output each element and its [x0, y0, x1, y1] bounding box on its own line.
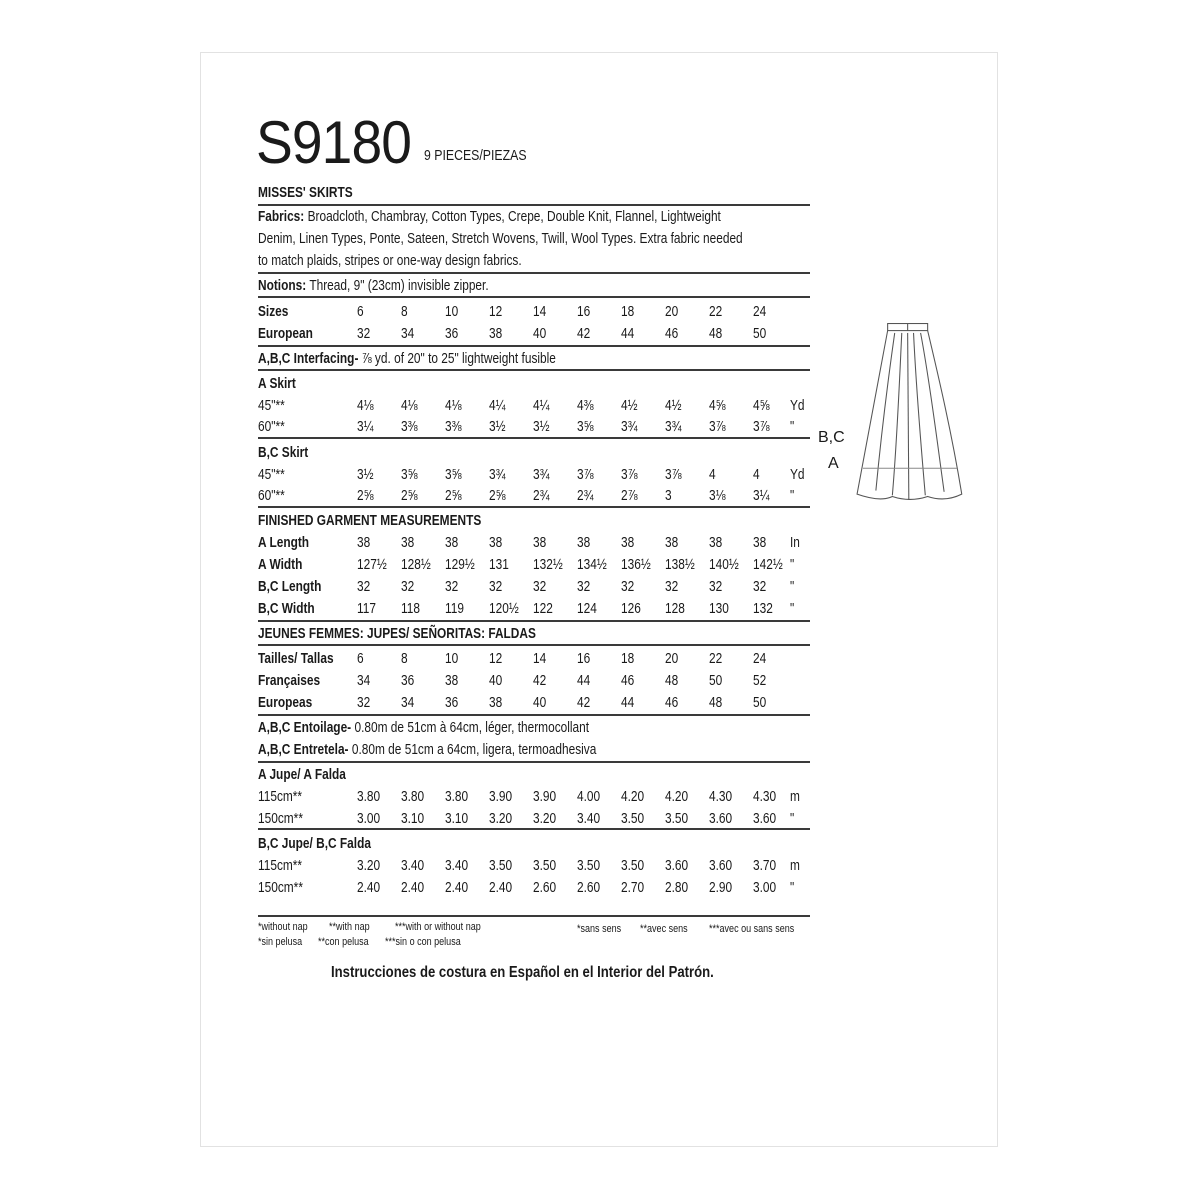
table-cell: 44	[577, 673, 591, 689]
entoilage-text: 0.80m de 51cm à 64cm, léger, thermocollant	[354, 720, 590, 736]
row-label: 150cm**	[258, 811, 303, 827]
skirt-illustration	[810, 300, 1010, 500]
table-cell: 42	[533, 673, 547, 689]
table-cell: 3.00	[357, 811, 381, 827]
row-label: 115cm**	[258, 789, 303, 805]
unit-label: Yd	[790, 467, 805, 483]
unit-label: m	[790, 858, 800, 874]
table-cell: 14	[533, 651, 547, 667]
table-cell: 18	[621, 651, 635, 667]
divider	[258, 296, 810, 298]
table-cell: 32	[577, 579, 591, 595]
table-cell: 4.00	[577, 789, 601, 805]
fabrics-line-2: Denim, Linen Types, Ponte, Sateen, Stretch Wovens, Twill, Wool Types. Extra fabric needed	[258, 231, 743, 247]
footnote-fr-1: *sans sens	[577, 923, 622, 935]
table-cell: 126	[621, 601, 641, 617]
table-cell: 44	[621, 326, 635, 342]
table-cell: 3.60	[709, 811, 733, 827]
table-cell: 22	[709, 651, 723, 667]
unit-label: m	[790, 789, 800, 805]
unit-label: In	[790, 535, 800, 551]
table-cell: 32	[445, 579, 459, 595]
table-cell: 142½	[753, 557, 783, 573]
table-cell: 2.90	[709, 880, 733, 896]
table-cell: 3⅞	[709, 419, 726, 435]
table-cell: 6	[357, 651, 364, 667]
entoilage-line	[258, 719, 589, 737]
row-label: Tailles/ Tallas	[258, 651, 334, 667]
row-label: Françaises	[258, 673, 321, 689]
table-cell: 2⅝	[489, 488, 506, 504]
table-cell: 10	[445, 304, 459, 320]
table-cell: 32	[665, 579, 679, 595]
table-cell: 4.20	[665, 789, 689, 805]
table-cell: 36	[445, 695, 459, 711]
divider	[258, 915, 810, 917]
garment-title: MISSES' SKIRTS	[258, 185, 353, 201]
table-cell: 6	[357, 304, 364, 320]
table-cell: 38	[445, 673, 459, 689]
table-cell: 50	[753, 326, 767, 342]
table-cell: 4.20	[621, 789, 645, 805]
divider	[258, 369, 810, 371]
table-cell: 20	[665, 651, 679, 667]
table-cell: 4⅝	[709, 398, 726, 414]
notions-label: Notions:	[258, 278, 307, 294]
unit-label: "	[790, 880, 795, 896]
table-cell: 3.60	[665, 858, 689, 874]
table-cell: 3.40	[401, 858, 425, 874]
table-cell: 2.40	[401, 880, 425, 896]
row-label: A Width	[258, 557, 303, 573]
table-cell: 14	[533, 304, 547, 320]
table-cell: 129½	[445, 557, 475, 573]
table-cell: 3.20	[357, 858, 381, 874]
divider	[258, 828, 810, 830]
fabrics-line-3: to match plaids, stripes or one-way design fabrics.	[258, 253, 522, 269]
table-cell: 3.50	[577, 858, 601, 874]
table-cell: 3.80	[401, 789, 425, 805]
divider	[258, 345, 810, 347]
table-cell: 3	[665, 488, 672, 504]
table-cell: 38	[577, 535, 591, 551]
table-cell: 42	[577, 326, 591, 342]
footnote-es-3: ***sin o con pelusa	[385, 936, 461, 948]
table-cell: 3.20	[489, 811, 513, 827]
row-label: A Length	[258, 535, 310, 551]
table-cell: 2.60	[577, 880, 601, 896]
table-cell: 128	[665, 601, 685, 617]
table-cell: 32	[401, 579, 415, 595]
table-cell: 119	[445, 601, 464, 617]
table-cell: 34	[401, 695, 415, 711]
table-cell: 3.60	[709, 858, 733, 874]
table-cell: 38	[357, 535, 371, 551]
table-cell: 3.90	[533, 789, 557, 805]
table-cell: 3.10	[401, 811, 425, 827]
pieces-count: 9 PIECES/PIEZAS	[424, 147, 527, 164]
divider	[258, 761, 810, 763]
a-skirt-title: A Skirt	[258, 376, 296, 392]
table-cell: 48	[709, 695, 723, 711]
table-cell: 132	[753, 601, 773, 617]
table-cell: 2⅞	[621, 488, 638, 504]
table-cell: 48	[709, 326, 723, 342]
table-cell: 3¾	[665, 419, 682, 435]
table-cell: 48	[665, 673, 679, 689]
divider	[258, 437, 810, 439]
table-cell: 3⅞	[621, 467, 638, 483]
table-cell: 42	[577, 695, 591, 711]
table-cell: 38	[401, 535, 415, 551]
table-cell: 134½	[577, 557, 607, 573]
table-cell: 4⅜	[577, 398, 594, 414]
table-cell: 122	[533, 601, 553, 617]
table-cell: 16	[577, 304, 591, 320]
divider	[258, 506, 810, 508]
table-cell: 24	[753, 651, 767, 667]
table-cell: 117	[357, 601, 376, 617]
footnote-en-2: **with nap	[329, 921, 370, 933]
table-cell: 140½	[709, 557, 739, 573]
table-cell: 3.60	[753, 811, 777, 827]
row-label: 45"**	[258, 398, 285, 414]
table-cell: 38	[489, 535, 503, 551]
table-cell: 4⅛	[357, 398, 374, 414]
table-cell: 32	[357, 579, 371, 595]
table-cell: 2⅝	[357, 488, 374, 504]
footnote-en-1: *without nap	[258, 921, 308, 933]
table-cell: 44	[621, 695, 635, 711]
fabrics-line-1	[258, 208, 721, 226]
divider	[258, 272, 810, 274]
table-cell: 32	[357, 695, 371, 711]
table-cell: 32	[753, 579, 767, 595]
table-cell: 40	[533, 326, 547, 342]
table-cell: 2⅝	[401, 488, 418, 504]
table-cell: 34	[401, 326, 415, 342]
table-cell: 32	[621, 579, 635, 595]
entretela-line	[258, 741, 596, 759]
table-cell: 24	[753, 304, 767, 320]
row-label: B,C Width	[258, 601, 315, 617]
interfacing-line	[258, 350, 556, 368]
table-cell: 2.40	[445, 880, 469, 896]
footnote-fr-3: ***avec ou sans sens	[709, 923, 795, 935]
table-cell: 124	[577, 601, 597, 617]
row-label: 115cm**	[258, 858, 303, 874]
table-cell: 12	[489, 651, 503, 667]
view-label-bc: B,C	[818, 429, 845, 446]
footnote-es-1: *sin pelusa	[258, 936, 303, 948]
table-cell: 3⅝	[577, 419, 594, 435]
table-cell: 118	[401, 601, 420, 617]
table-cell: 46	[665, 326, 679, 342]
table-cell: 4½	[665, 398, 682, 414]
table-cell: 3.40	[577, 811, 601, 827]
bc-jupe-title: B,C Jupe/ B,C Falda	[258, 836, 371, 852]
table-cell: 22	[709, 304, 723, 320]
divider	[258, 204, 810, 206]
table-cell: 4½	[621, 398, 638, 414]
row-label: 60"**	[258, 419, 285, 435]
table-cell: 120½	[489, 601, 519, 617]
table-cell: 3½	[357, 467, 374, 483]
finished-measurements-title: FINISHED GARMENT MEASUREMENTS	[258, 513, 482, 529]
table-cell: 4¼	[533, 398, 550, 414]
row-label: B,C Length	[258, 579, 322, 595]
table-cell: 34	[357, 673, 371, 689]
table-cell: 3.20	[533, 811, 557, 827]
divider	[258, 644, 810, 646]
table-cell: 4¼	[489, 398, 506, 414]
table-cell: 8	[401, 651, 408, 667]
table-cell: 2.40	[489, 880, 513, 896]
table-cell: 32	[357, 326, 371, 342]
entretela-label: A,B,C Entretela-	[258, 742, 349, 758]
table-cell: 36	[401, 673, 415, 689]
table-cell: 136½	[621, 557, 651, 573]
table-cell: 3.70	[753, 858, 777, 874]
unit-label: "	[790, 419, 795, 435]
bc-skirt-title: B,C Skirt	[258, 445, 309, 461]
table-cell: 130	[709, 601, 729, 617]
unit-label: "	[790, 811, 795, 827]
table-cell: 3.00	[753, 880, 777, 896]
table-cell: 50	[753, 695, 767, 711]
table-cell: 3⅛	[709, 488, 726, 504]
row-label: 150cm**	[258, 880, 303, 896]
table-cell: 2.70	[621, 880, 645, 896]
table-cell: 50	[709, 673, 723, 689]
view-label-a: A	[828, 455, 839, 472]
table-cell: 3.50	[489, 858, 513, 874]
table-cell: 46	[665, 695, 679, 711]
table-cell: 4	[709, 467, 716, 483]
table-cell: 4.30	[753, 789, 777, 805]
table-cell: 3½	[489, 419, 506, 435]
fabrics-label: Fabrics:	[258, 209, 305, 225]
table-cell: 2¾	[577, 488, 594, 504]
table-cell: 40	[533, 695, 547, 711]
unit-label: Yd	[790, 398, 805, 414]
table-cell: 128½	[401, 557, 431, 573]
table-cell: 138½	[665, 557, 695, 573]
table-cell: 4⅛	[401, 398, 418, 414]
spanish-instructions-note: Instrucciones de costura en Español en el Interior del Patrón.	[331, 964, 714, 981]
row-label: 45"**	[258, 467, 285, 483]
table-cell: 3.80	[357, 789, 381, 805]
table-cell: 46	[621, 673, 635, 689]
notions-text: Thread, 9" (23cm) invisible zipper.	[309, 278, 489, 294]
table-cell: 4⅝	[753, 398, 770, 414]
table-cell: 3⅝	[401, 467, 418, 483]
table-cell: 38	[621, 535, 635, 551]
row-label: Europeas	[258, 695, 313, 711]
notions-line	[258, 277, 489, 295]
pattern-number: S9180	[256, 109, 412, 176]
table-cell: 3⅞	[577, 467, 594, 483]
table-cell: 32	[489, 579, 503, 595]
table-cell: 3¼	[753, 488, 770, 504]
table-cell: 3¾	[489, 467, 506, 483]
table-cell: 38	[753, 535, 767, 551]
table-cell: 32	[533, 579, 547, 595]
table-cell: 3.50	[621, 858, 645, 874]
table-cell: 3.50	[621, 811, 645, 827]
unit-label: "	[790, 557, 795, 573]
table-cell: 12	[489, 304, 503, 320]
table-cell: 38	[445, 535, 459, 551]
unit-label: "	[790, 488, 795, 504]
table-cell: 3.80	[445, 789, 469, 805]
entoilage-label: A,B,C Entoilage-	[258, 720, 352, 736]
divider	[258, 714, 810, 716]
unit-label: "	[790, 601, 795, 617]
table-cell: 132½	[533, 557, 563, 573]
table-cell: 127½	[357, 557, 387, 573]
table-cell: 52	[753, 673, 767, 689]
row-label: European	[258, 326, 313, 342]
table-cell: 10	[445, 651, 459, 667]
table-cell: 3.50	[665, 811, 689, 827]
table-cell: 2.60	[533, 880, 557, 896]
row-label: Sizes	[258, 304, 289, 320]
table-cell: 3¾	[621, 419, 638, 435]
table-cell: 8	[401, 304, 408, 320]
table-cell: 40	[489, 673, 503, 689]
table-cell: 131	[489, 557, 509, 573]
table-cell: 20	[665, 304, 679, 320]
table-cell: 36	[445, 326, 459, 342]
table-cell: 4	[753, 467, 760, 483]
table-cell: 3½	[533, 419, 550, 435]
fr-es-title: JEUNES FEMMES: JUPES/ SEÑORITAS: FALDAS	[258, 626, 536, 642]
footnote-es-2: **con pelusa	[318, 936, 369, 948]
table-cell: 3⅜	[401, 419, 418, 435]
fabrics-text: Broadcloth, Chambray, Cotton Types, Crepe, Double Knit, Flannel, Lightweight	[307, 209, 721, 225]
table-cell: 3⅞	[753, 419, 770, 435]
footnote-en-3: ***with or without nap	[395, 921, 481, 933]
table-cell: 2¾	[533, 488, 550, 504]
entretela-text: 0.80m de 51cm a 64cm, ligera, termoadhesiva	[351, 742, 597, 758]
table-cell: 3.90	[489, 789, 513, 805]
table-cell: 3⅞	[665, 467, 682, 483]
a-jupe-title: A Jupe/ A Falda	[258, 767, 346, 783]
table-cell: 38	[709, 535, 723, 551]
table-cell: 3.40	[445, 858, 469, 874]
interfacing-label: A,B,C Interfacing-	[258, 351, 359, 367]
table-cell: 38	[665, 535, 679, 551]
table-cell: 38	[533, 535, 547, 551]
table-cell: 32	[709, 579, 723, 595]
unit-label: "	[790, 579, 795, 595]
table-cell: 4⅛	[445, 398, 462, 414]
table-cell: 18	[621, 304, 635, 320]
interfacing-text: ⅞ yd. of 20" to 25" lightweight fusible	[361, 351, 556, 367]
table-cell: 38	[489, 326, 503, 342]
table-cell: 3⅜	[445, 419, 462, 435]
table-cell: 4.30	[709, 789, 733, 805]
table-cell: 3⅝	[445, 467, 462, 483]
table-cell: 2.40	[357, 880, 381, 896]
table-cell: 3.10	[445, 811, 469, 827]
table-cell: 3.50	[533, 858, 557, 874]
divider	[258, 620, 810, 622]
table-cell: 3¼	[357, 419, 374, 435]
row-label: 60"**	[258, 488, 285, 504]
table-cell: 2⅝	[445, 488, 462, 504]
table-cell: 38	[489, 695, 503, 711]
footnote-fr-2: **avec sens	[640, 923, 688, 935]
table-cell: 16	[577, 651, 591, 667]
table-cell: 3¾	[533, 467, 550, 483]
table-cell: 2.80	[665, 880, 689, 896]
